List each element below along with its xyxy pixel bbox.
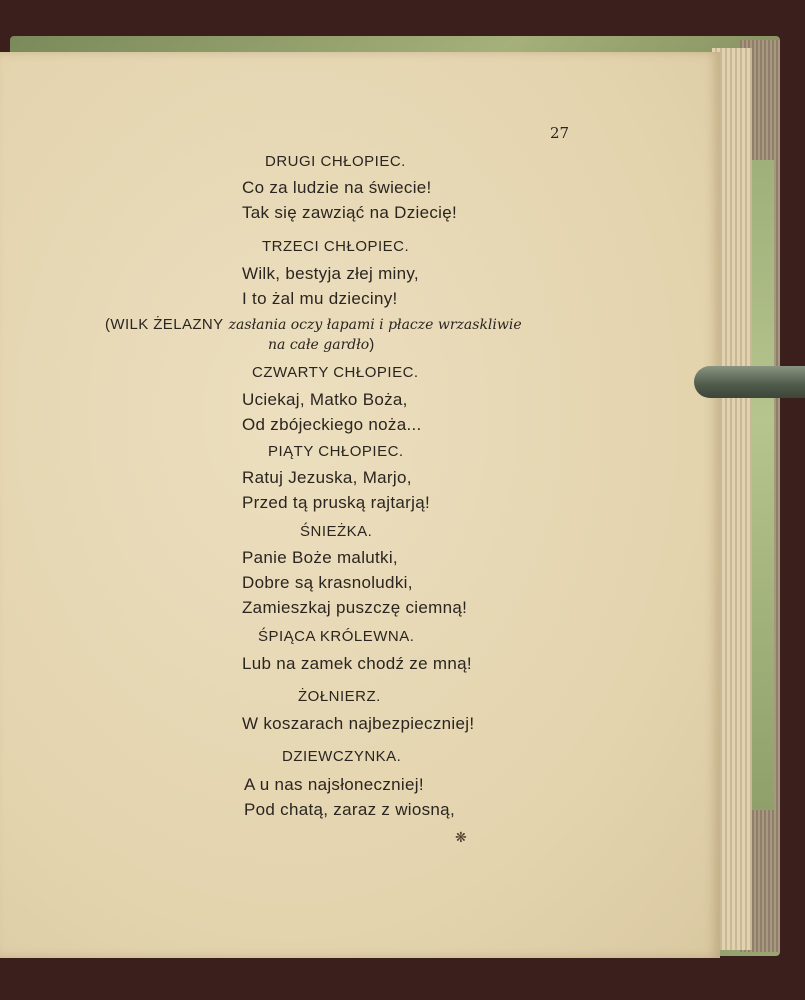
verse-line: Lub na zamek chodź ze mną! [242, 654, 472, 673]
speaker-heading: PIĄTY CHŁOPIEC. [268, 443, 404, 460]
speaker-heading: ŚPIĄCA KRÓLEWNA. [258, 628, 415, 645]
stage-direction-text: na całe gardło [268, 337, 370, 353]
verse-line: A u nas najsłoneczniej! [244, 775, 424, 794]
speaker-heading: ŚNIEŻKA. [300, 523, 373, 540]
stage-direction-close: ) [369, 336, 375, 353]
speaker-heading: DZIEWCZYNKA. [282, 748, 402, 765]
verse-line: Pod chatą, zaraz z wiosną, [244, 800, 455, 819]
verse-line: Co za ludzie na świecie! [242, 178, 432, 197]
verse-line: Panie Boże malutki, [242, 548, 398, 567]
ribbon-bookmark [694, 366, 805, 398]
stage-direction-continued [268, 334, 375, 353]
verse-line: Od zbójeckiego noża... [242, 415, 422, 434]
verse-line: Wilk, bestyja złej miny, [242, 264, 419, 283]
stage-direction-lead: (WILK ŻELAZNY [105, 316, 224, 333]
verse-line: Przed tą pruską rajtarją! [242, 493, 430, 512]
stage-direction [105, 314, 522, 333]
catchword-ornament: ❋ [455, 830, 467, 846]
verse-line: Dobre są krasnoludki, [242, 573, 413, 592]
speaker-heading: CZWARTY CHŁOPIEC. [252, 364, 419, 381]
speaker-heading: DRUGI CHŁOPIEC. [265, 153, 406, 170]
verse-line: W koszarach najbezpieczniej! [242, 714, 475, 733]
verse-line: Uciekaj, Matko Boża, [242, 390, 408, 409]
page-number: 27 [550, 124, 570, 142]
speaker-heading: TRZECI CHŁOPIEC. [262, 238, 410, 255]
speaker-heading: ŻOŁNIERZ. [298, 688, 381, 705]
stage-direction-text: zasłania oczy łapami i płacze wrzaskliwie [228, 317, 522, 333]
verse-line: Ratuj Jezuska, Marjo, [242, 468, 412, 487]
verse-line: I to żal mu dzieciny! [242, 289, 398, 308]
verse-line: Tak się zawziąć na Dziecię! [242, 203, 458, 222]
verse-line: Zamieszkaj puszczę ciemną! [242, 598, 468, 617]
